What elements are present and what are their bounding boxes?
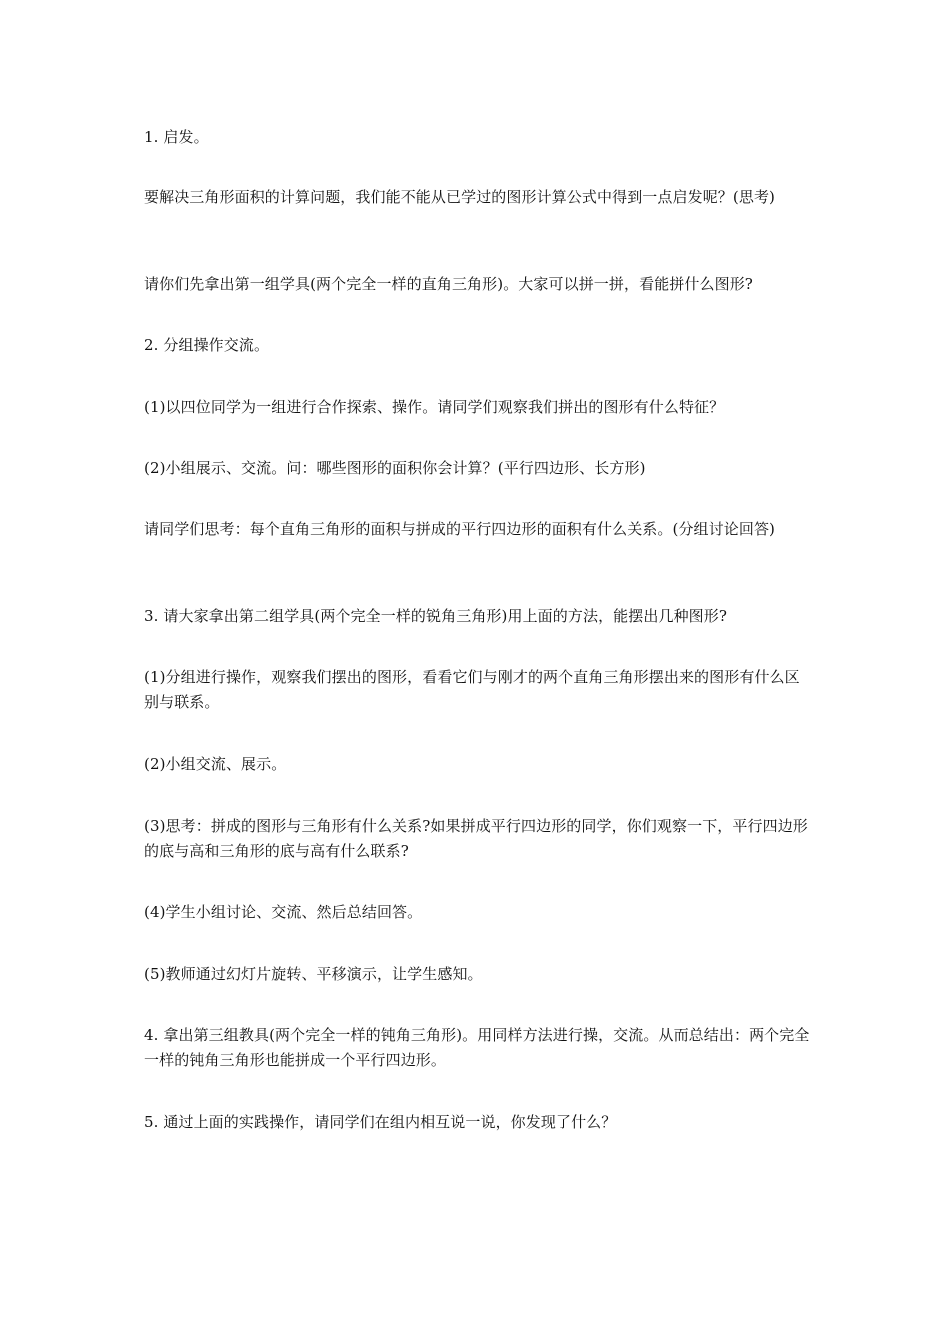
paragraph-6: (2)小组展示、交流。问：哪些图形的面积你会计算？(平行四边形、长方形) (144, 459, 646, 477)
paragraph-10: (2)小组交流、展示。 (144, 755, 287, 773)
paragraph-5: (1)以四位同学为一组进行合作探索、操作。请同学们观察我们拼出的图形有什么特征？ (144, 398, 725, 416)
paragraph-4: 2. 分组操作交流。 (144, 336, 270, 354)
paragraph-15: 5. 通过上面的实践操作，请同学们在组内相互说一说，你发现了什么？ (144, 1113, 617, 1131)
paragraph-2: 要解决三角形面积的计算问题，我们能不能从已学过的图形计算公式中得到一点启发呢？(思考) (144, 188, 776, 206)
paragraph-12: (4)学生小组讨论、交流、然后总结回答。 (144, 903, 423, 921)
paragraph-8: 3. 请大家拿出第二组学具(两个完全一样的锐角三角形)用上面的方法，能摆出几种图形? (144, 607, 728, 625)
paragraph-11: (3)思考：拼成的图形与三角形有什么关系?如果拼成平行四边形的同学，你们观察一下，平行四边形的底与高和三角形的底与高有什么联系? (144, 817, 808, 860)
paragraph-1: 1. 启发。 (144, 128, 209, 146)
paragraph-7: 请同学们思考：每个直角三角形的面积与拼成的平行四边形的面积有什么关系。(分组讨论回答) (144, 520, 776, 538)
paragraph-3: 请你们先拿出第一组学具(两个完全一样的直角三角形)。大家可以拼一拼，看能拼什么图形? (144, 275, 753, 293)
paragraph-9: (1)分组进行操作，观察我们摆出的图形，看看它们与刚才的两个直角三角形摆出来的图形有什么区别与联系。 (144, 668, 800, 711)
paragraph-14: 4. 拿出第三组教具(两个完全一样的钝角三角形)。用同样方法进行操，交流。从而总结出：两个完全一样的钝角三角形也能拼成一个平行四边形。 (144, 1026, 810, 1069)
paragraph-13: (5)教师通过幻灯片旋转、平移演示，让学生感知。 (144, 965, 483, 983)
